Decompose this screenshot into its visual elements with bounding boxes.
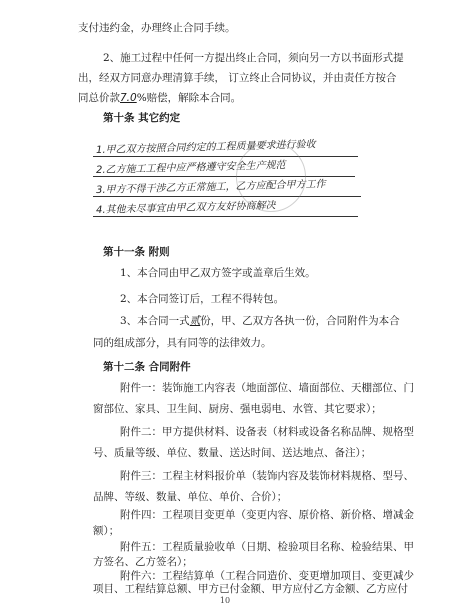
- attachment-line: 号、质量等级、单位、数量、送达时间、送达地点、备注）；: [93, 447, 372, 459]
- clause-text: 份，甲、乙双方各执一份，合同附件为本合: [200, 315, 400, 327]
- handwritten-percentage: 7.0: [120, 92, 137, 104]
- clause-line: 2、本合同签订后，工程不得转包。: [120, 293, 285, 305]
- attachment-line: 附件一：装饰施工内容表（地面部位、墙面部位、天棚部位、门: [120, 382, 414, 394]
- handwritten-line: 4.其他未尽事宜由甲乙双方友好协商解决: [95, 200, 276, 216]
- section-title: 第十条 其它约定: [103, 112, 181, 124]
- clause-line: 1、本合同由甲乙双方签字或盖章后生效。: [120, 267, 316, 279]
- paragraph-text: 同总价款: [78, 92, 120, 104]
- attachment-line: 窗部位、家具、卫生间、厨房、强电弱电、水管、其它要求）；: [93, 403, 382, 415]
- attachment-line: 额）；: [93, 525, 120, 537]
- attachment-line: 品牌、等级、数量、单位、单价、合价）；: [93, 491, 288, 503]
- attachment-line: 附件二：甲方提供材料、设备表（材料或设备名称品牌、规格型: [120, 426, 414, 438]
- section-title: 第十二条 合同附件: [103, 361, 191, 373]
- attachment-line: 附件三：工程主材料报价单（装饰内容及装饰材料规格、型号、: [120, 470, 414, 482]
- clause-line: 同的组成部分，具有同等的法律效力。: [93, 337, 272, 349]
- stamp-seal: [236, 142, 306, 212]
- attachment-line: 方签名、乙方签名）；: [93, 556, 193, 568]
- clause-line: [120, 314, 450, 328]
- handwritten-line: 1.甲乙双方按照合同约定的工程质量要求进行验收: [95, 139, 316, 156]
- clause-text: 3、本合同一式: [120, 315, 190, 327]
- attachment-line: 附件四：工程项目变更单（变更内容、原价格、新价格、增减金: [120, 509, 414, 521]
- underline-rule: [93, 216, 358, 217]
- attachment-line: 附件六：工程结算单（工程合同造价、变更增加项目、变更减少: [120, 570, 414, 582]
- handwritten-line: 2.乙方施工工程中应严格遵守安全生产规范: [95, 160, 286, 176]
- paragraph-line: 出，经双方同意办理清算手续， 订立终止合同协议，并由责任方按合: [78, 72, 397, 84]
- handwritten-line: 3.甲方不得干涉乙方正常施工，乙方应配合甲方工作: [95, 178, 326, 196]
- paragraph-line: [78, 91, 450, 105]
- section-title: 第十一条 附则: [103, 246, 170, 258]
- attachment-line: 附件五：工程质量验收单（日期、检验项目名称、检验结果、甲: [120, 541, 414, 553]
- handwritten-count: 贰: [189, 315, 201, 327]
- page-number: 10: [219, 596, 231, 605]
- paragraph-line: 2、施工过程中任何一方提出终止合同，须向另一方以书面形式提: [103, 52, 404, 64]
- paragraph-text: %赔偿，解除本合同。: [136, 92, 242, 104]
- paragraph-line: 支付违约金，办理终止合同手续。: [78, 22, 236, 34]
- attachment-line: 项目、工程结算总额、甲方已付金额、甲方应付乙方金额、乙方应付: [93, 583, 408, 595]
